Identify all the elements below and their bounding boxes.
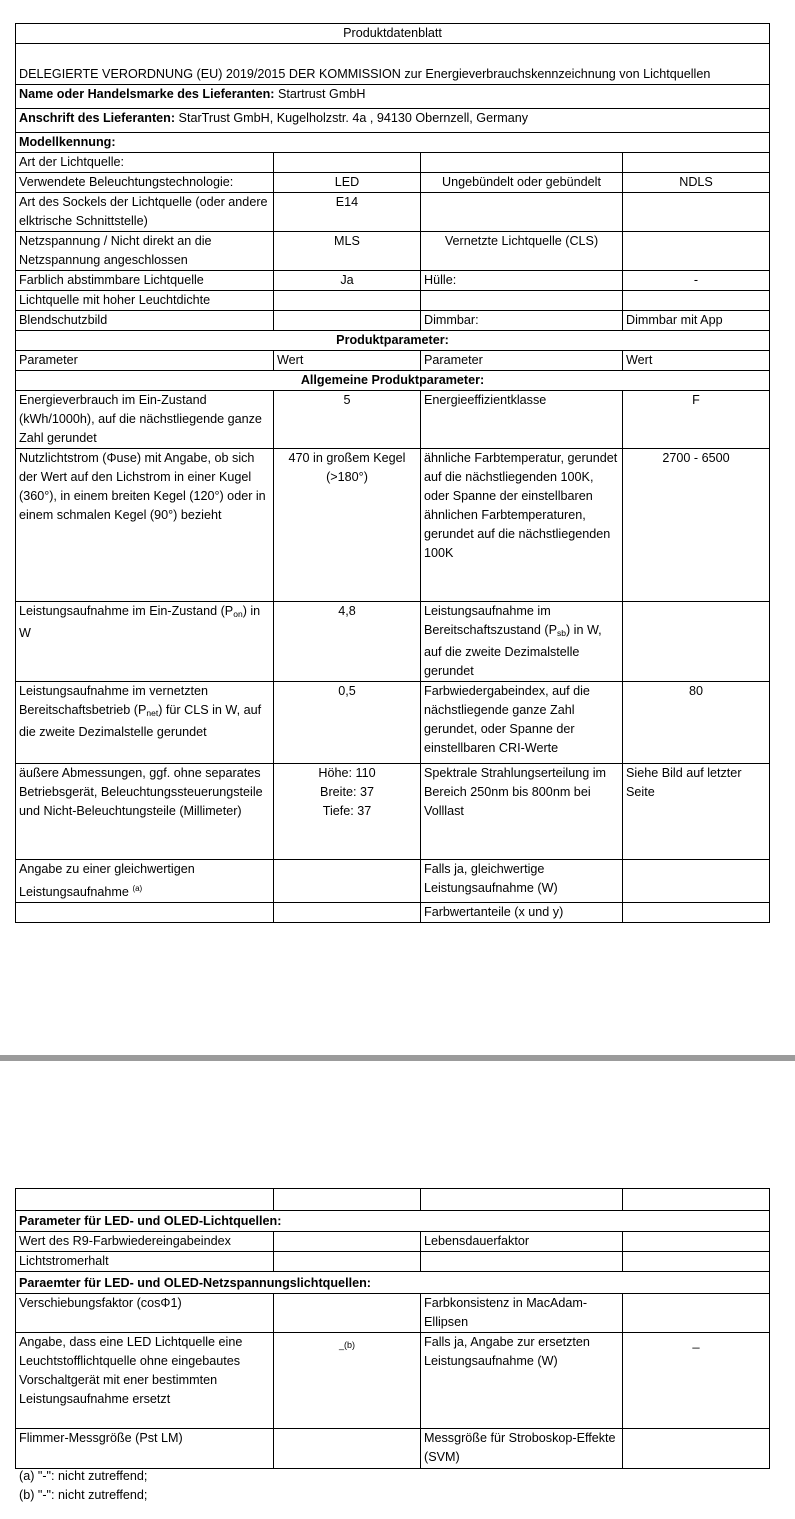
cls-label: Vernetzte Lichtquelle (CLS): [421, 232, 623, 271]
empty-cell: [421, 193, 623, 232]
model-label: Modellkennung:: [16, 133, 770, 153]
macadam-label: Farbkonsistenz in MacAdam-Ellipsen: [421, 1294, 623, 1333]
footnote-a: (a) "-": nicht zutreffend;: [19, 1469, 148, 1483]
empty-cell: [623, 1189, 770, 1211]
flicker-label: Flimmer-Messgröße (Pst LM): [16, 1429, 274, 1469]
empty-cell: [623, 1232, 770, 1252]
replace-label: Angabe, dass eine LED Lichtquelle eine Leuchtstofflichtquelle ohne eingebautes Vorschaltgerät mit ener bestimmten Leistungsaufnahme ersetzt: [16, 1333, 274, 1429]
chroma-label: Farbwertanteile (x und y): [421, 903, 623, 923]
dim-height: Höhe: 110: [318, 766, 376, 780]
regulation-text: DELEGIERTE VERORDNUNG (EU) 2019/2015 DER KOMMISSION zur Energieverbrauchskennzeichnung von Lichtquellen: [16, 44, 770, 85]
tech-label: Verwendete Beleuchtungstechnologie:: [16, 173, 274, 193]
replace-yes-value: _: [623, 1333, 770, 1429]
empty-cell: [421, 153, 623, 173]
dimmable-value: Dimmbar mit App: [623, 311, 770, 331]
led-params-table: [15, 1188, 770, 1469]
footnote-b: (b) "-": nicht zutreffend;: [19, 1488, 148, 1502]
empty-cell: [421, 291, 623, 311]
col-param-2: Parameter: [421, 351, 623, 371]
col-value-1: Wert: [274, 351, 421, 371]
lumen-maint-label: Lichtstromerhalt: [16, 1252, 274, 1272]
psb-sub: sb: [557, 628, 566, 638]
efficiency-value: F: [623, 391, 770, 449]
empty-cell: [623, 860, 770, 903]
sheet-title: Produktdatenblatt: [16, 24, 770, 44]
pnet-value: 0,5: [274, 682, 421, 764]
pon-label-b: ) in W: [19, 604, 261, 640]
address-value: StarTrust GmbH, Kugelholzstr. 4a , 94130 Obernzell, Germany: [175, 111, 529, 125]
product-datasheet-table: [15, 23, 770, 923]
dimensions-value: [274, 764, 421, 860]
empty-cell: [421, 1252, 623, 1272]
energy-label: Energieverbrauch im Ein-Zustand (kWh/1000h), auf die nächstliegende ganze Zahl gerundet: [16, 391, 274, 449]
empty-cell: [421, 1189, 623, 1211]
empty-cell: [274, 311, 421, 331]
pnet-label-a: Leistungsaufnahme im vernetzten Bereitschaftsbetrieb (P: [19, 684, 209, 717]
empty-cell: [623, 193, 770, 232]
empty-cell: [623, 903, 770, 923]
cri-label: Farbwiedergabeindex, auf die nächstliegende ganze Zahl gerundet, oder Spanne der einstellbaren CRI-Werte: [421, 682, 623, 764]
empty-cell: [623, 1429, 770, 1469]
high-lum-label: Lichtquelle mit hoher Leuchtdichte: [16, 291, 274, 311]
empty-cell: [274, 1232, 421, 1252]
flux-value: 470 in großem Kegel (>180°): [274, 449, 421, 602]
focus-label: Ungebündelt oder gebündelt: [421, 173, 623, 193]
replace-value: _(b): [274, 1333, 421, 1429]
supplier-label: Name oder Handelsmarke des Lieferanten:: [19, 87, 275, 101]
address-label: Anschrift des Lieferanten:: [19, 111, 176, 125]
empty-cell: [274, 1294, 421, 1333]
glare-label: Blendschutzbild: [16, 311, 274, 331]
socket-value: E14: [274, 193, 421, 232]
address-row: [16, 109, 770, 133]
empty-cell: [274, 1189, 421, 1211]
mains-label: Netzspannung / Nicht direkt an die Netzspannung angeschlossen: [16, 232, 274, 271]
flux-label: Nutzlichtstrom (Φuse) mit Angabe, ob sich der Wert auf den Lichstrom in einer Kugel (360°), in einem breiten Kegel (120°) oder in einem schmalen Kegel (90°) bezieht: [16, 449, 274, 602]
empty-cell: [623, 1252, 770, 1272]
focus-value: NDLS: [623, 173, 770, 193]
empty-cell: [274, 291, 421, 311]
empty-cell: [623, 153, 770, 173]
psb-label: [421, 602, 623, 682]
empty-cell: [16, 903, 274, 923]
general-params-title: Allgemeine Produktparameter:: [16, 371, 770, 391]
dim-depth: Tiefe: 37: [322, 804, 372, 818]
pon-value: 4,8: [274, 602, 421, 682]
dim-width: Breite: 37: [320, 785, 374, 799]
equiv-yes-label: Falls ja, gleichwertige Leistungsaufnahme (W): [421, 860, 623, 903]
led-title: Parameter für LED- und OLED-Lichtquellen:: [16, 1211, 770, 1232]
energy-value: 5: [274, 391, 421, 449]
color-label: Farblich abstimmbare Lichtquelle: [16, 271, 274, 291]
empty-cell: [623, 291, 770, 311]
mains-value: MLS: [274, 232, 421, 271]
equiv-label-text: Angabe zu einer gleichwertigen Leistungsaufnahme: [19, 862, 195, 899]
empty-cell: [274, 153, 421, 173]
pnet-label: [16, 682, 274, 764]
col-param-1: Parameter: [16, 351, 274, 371]
socket-label: Art des Sockels der Lichtquelle (oder andere elktrische Schnittstelle): [16, 193, 274, 232]
mains-title: Paraemter für LED- und OLED-Netzspannungslichtquellen:: [16, 1272, 770, 1294]
efficiency-label: Energieeffizientklasse: [421, 391, 623, 449]
footnotes: [19, 1467, 147, 1505]
cct-value: 2700 - 6500: [623, 449, 770, 602]
supplier-row: [16, 85, 770, 109]
psb-label-a: Leistungsaufnahme im Bereitschaftszustand (P: [424, 604, 557, 637]
lifetime-label: Lebensdauerfaktor: [421, 1232, 623, 1252]
spd-value: Siehe Bild auf letzter Seite: [623, 764, 770, 860]
envelope-value: -: [623, 271, 770, 291]
dimensions-label: äußere Abmessungen, ggf. ohne separates Betriebsgerät, Beleuchtungssteuerungsteile und Nicht-Beleuchtungsteile (Millimeter): [16, 764, 274, 860]
pon-label-a: Leistungsaufnahme im Ein-Zustand (P: [19, 604, 234, 618]
empty-cell: [623, 1294, 770, 1333]
color-value: Ja: [274, 271, 421, 291]
supplier-value: Startrust GmbH: [274, 87, 366, 101]
empty-cell: [274, 860, 421, 903]
psb-label-b: ) in W, auf die zweite Dezimalstelle gerundet: [424, 623, 602, 678]
col-value-2: Wert: [623, 351, 770, 371]
pon-label: [16, 602, 274, 682]
cct-label: ähnliche Farbtemperatur, gerundet auf die nächstliegenden 100K, oder Spanne der einstellbaren ähnlichen Farbtemperaturen, gerundet auf die nächstliegenden 100K: [421, 449, 623, 602]
empty-cell: [274, 1252, 421, 1272]
empty-cell: [274, 903, 421, 923]
dimmable-label: Dimmbar:: [421, 311, 623, 331]
product-params-title: Produktparameter:: [16, 331, 770, 351]
equiv-label: [16, 860, 274, 903]
r9-label: Wert des R9-Farbwiedereingabeindex: [16, 1232, 274, 1252]
pnet-label-b: ) für CLS in W, auf die zweite Dezimalstelle gerundet: [19, 703, 262, 739]
pnet-sub: net: [146, 708, 159, 718]
page-divider: [0, 1055, 795, 1061]
empty-cell: [274, 1429, 421, 1469]
cos-label: Verschiebungsfaktor (cosΦ1): [16, 1294, 274, 1333]
art-label: Art der Lichtquelle:: [16, 153, 274, 173]
spd-label: Spektrale Strahlungserteilung im Bereich 250nm bis 800nm bei Volllast: [421, 764, 623, 860]
replace-yes-label: Falls ja, Angabe zur ersetzten Leistungsaufnahme (W): [421, 1333, 623, 1429]
cri-value: 80: [623, 682, 770, 764]
equiv-sup: (a): [132, 884, 143, 893]
envelope-label: Hülle:: [421, 271, 623, 291]
empty-cell: [623, 602, 770, 682]
svm-label: Messgröße für Stroboskop-Effekte (SVM): [421, 1429, 623, 1469]
empty-cell: [16, 1189, 274, 1211]
pon-sub: on: [233, 609, 243, 619]
tech-value: LED: [274, 173, 421, 193]
empty-cell: [623, 232, 770, 271]
